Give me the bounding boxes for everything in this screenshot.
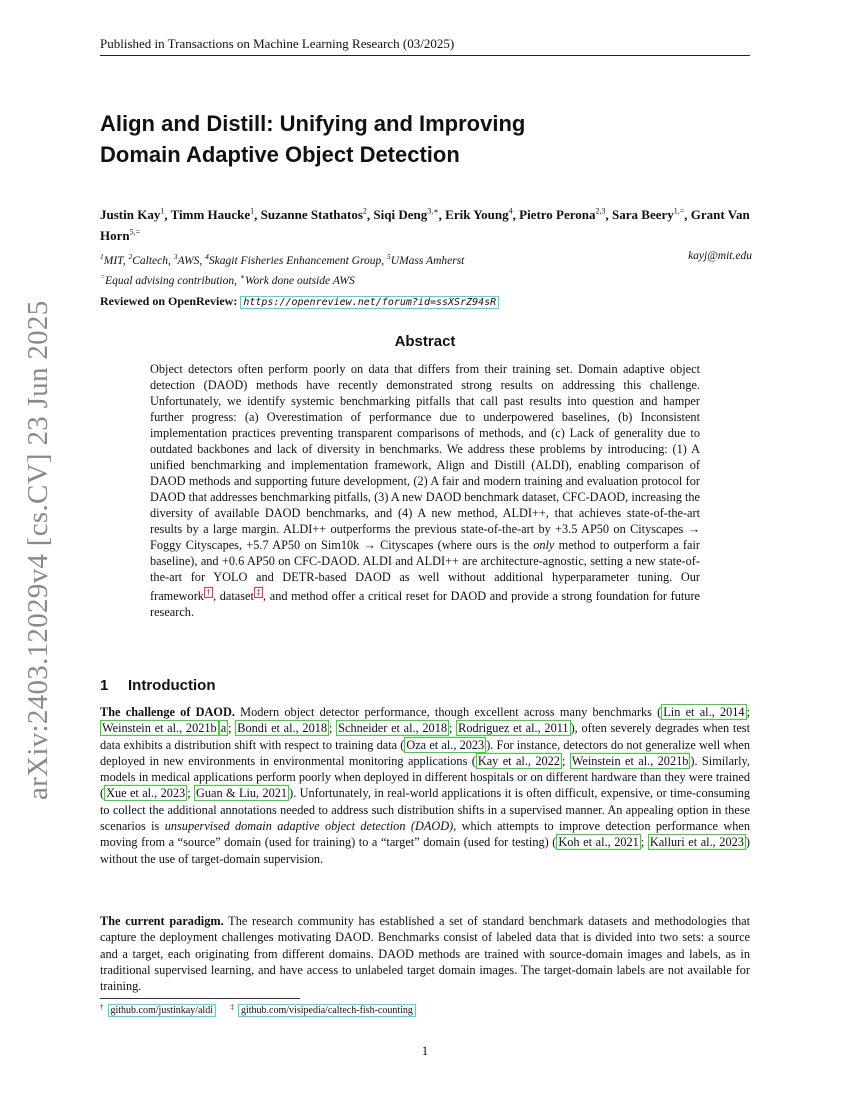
author: Justin Kay$^1$ [100, 207, 165, 223]
footnote-link-aldi[interactable]: github.com/justinkay/aldi [108, 1004, 217, 1017]
abstract-heading: Abstract [394, 333, 456, 350]
author: Pietro Perona$^{2,3}$ [519, 207, 606, 223]
footnotes: † github.com/justinkay/aldi ‡ github.com/visipedia/caltech-fish-counting [100, 1003, 428, 1016]
citation-link[interactable]: Guan & Liu, 2021 [196, 786, 288, 801]
author: Erik Young$^4$ [445, 207, 513, 223]
affiliations [100, 249, 752, 289]
openreview-line [100, 294, 499, 309]
contact-email[interactable]: kayj@mit.edu [688, 250, 752, 262]
affiliation-line-1: $^1$MIT, $^2$Caltech, $^3$AWS, $^4$Skagit Fisheries Enhancement Group, $^5$UMass Amherst kayj@mit.edu [100, 250, 752, 267]
journal-header: Published in Transactions on Machine Learning Research (03/2025) [100, 36, 750, 56]
citation-link[interactable]: Weinstein et al., 2021b [571, 753, 689, 768]
page-number: 1 [421, 1043, 429, 1058]
footnote-divider [100, 998, 300, 999]
citation-link[interactable]: a [220, 721, 227, 736]
affiliation-line-2: =Equal advising contribution, ∗Work done outside AWS [100, 271, 355, 287]
openreview-link[interactable]: https://openreview.net/forum?id=ssXSrZ94sR [240, 296, 499, 309]
author: Siqi Deng$^{3,∗}$ [373, 207, 439, 223]
section-heading-introduction: 1 Introduction [100, 677, 216, 694]
abstract-body: Object detectors often perform poorly on data that differs from their training set. Domain adaptive object detection (DAOD) methods have recently demonstrated strong results on addressing this challenge. Unfortunately, we identify systemic benchmarking pitfalls that call past results into question and hamper further progress: (a) Overestimation of performance due to underpowered baselines, (b) Inconsistent implementation practices preventing transparent comparisons of methods, and (c) Lack of generality due to outdated backbones and lack of diversity in benchmarks. We address these problems by introducing: (1) A unified benchmarking and implementation framework, Align and Distill (ALDI), enabling comparison of DAOD methods and supporting future development, (2) A fair and modern training and evaluation protocol for DAOD that addresses benchmarking pitfalls, (3) A new DAOD benchmark dataset, CFC-DAOD, increasing the diversity of available DAOD benchmarks, and (4) A new method, ALDI++, that achieves state-of-the-art results by a large margin. ALDI++ outperforms the previous state-of-the-art by +3.5 AP50 on Cityscapes → Foggy Cityscapes, +5.7 AP50 on Sim10k → Cityscapes (where ours is the only method to outperform a fair baseline), and +0.6 AP50 on CFC-DAOD. ALDI and ALDI++ are architecture-agnostic, setting a new state-of-the-art for YOLO and DETR-based DAOD as well without additional hyperparameter tuning. Our framework † , dataset ‡ , and method offer a critical reset for DAOD and provide a strong foundation for future research. [150, 362, 701, 620]
citation-link[interactable]: Kalluri et al., 2023 [649, 835, 744, 850]
footnote-link-fish-counting[interactable]: github.com/visipedia/caltech-fish-counting [238, 1004, 416, 1017]
intro-paragraph-1: The challenge of DAOD. Modern object detector performance, though excellent across many benchmarks ( Lin et al., 2014 ; Weinstein et al., 2021b a ; Bondi et al., 2018 ; Schneider et al., 2018 ; Rodriguez et al., 2011 ), often severely degrades when test data exhibits a distribution shift with respect to training data ( Oza et al., 2023 ). For instance, detectors do not generalize well when deployed in new environments in environmental monitoring applications ( Kay et al., 2022 ; Weinstein et al., 2021b ). Similarly, models in medical applications perform poorly when deployed in different hospitals or on different hardware than they were trained ( Xue et al., 2023 ; Guan & Liu, 2021 ). Unfortunately, in real-world applications it is often difficult, expensive, or time-consuming to collect the additional annotations needed to address such distribution shifts in a supervised manner. An appealing option in these scenarios is unsupervised domain adaptive object detection (DAOD), which attempts to improve detection performance when moving from a “source” domain (used for training) to a “target” domain (used for testing) ( Koh et al., 2021 ; Kalluri et al., 2023 ) without the use of target-domain supervision. [100, 705, 751, 866]
citation-link[interactable]: Schneider et al., 2018 [338, 721, 447, 736]
citation-link[interactable]: Lin et al., 2014 [663, 705, 745, 719]
footnote-ref-double-dagger[interactable]: ‡ [255, 588, 262, 597]
citation-link[interactable]: Xue et al., 2023 [106, 786, 186, 801]
title-line-1: Align and Distill: Unifying and Improving [100, 111, 526, 136]
openreview-label: Reviewed on OpenReview: [100, 294, 238, 308]
author: Grant Van Horn$^{5,=}$ [100, 207, 750, 243]
paper-title [100, 108, 700, 170]
citation-link[interactable]: Kay et al., 2022 [477, 753, 560, 768]
citation-link[interactable]: Rodriguez et al., 2011 [458, 721, 569, 736]
intro-paragraph-2: The current paradigm. The research community has established a set of standard benchmark datasets and methodologies that capture the deployment challenges motivating DAOD. Benchmarks consist of labeled data that is divided into two sets: a source and a target, each originating from different domains. DAOD methods are trained with source-domain images and labels, as in traditional supervised learning, and have access to unlabeled target domain images. The target-domain labels are not available for training. [100, 914, 750, 994]
citation-link[interactable]: Weinstein et al., 2021b [102, 721, 217, 736]
author: Timm Haucke$^1$ [170, 207, 255, 223]
citation-link[interactable]: Bondi et al., 2018 [237, 721, 328, 736]
author-list: Justin Kay$^1$, Timm Haucke$^1$, Suzanne Stathatos$^2$, Siqi Deng$^{3,∗}$, Erik Young$^4$, Pietro Perona$^{2,3}$, Sara Beery$^{1,=}$, Grant Van Horn$^{5,=}$ [100, 207, 750, 243]
title-line-2: Domain Adaptive Object Detection [100, 142, 460, 167]
arxiv-stamp: arXiv:2403.12029v4 [cs.CV] 23 Jun 2025 [22, 300, 54, 800]
citation-link[interactable]: Oza et al., 2023 [406, 737, 485, 752]
footnote-ref-dagger[interactable]: † [205, 588, 212, 597]
author: Suzanne Stathatos$^2$ [260, 207, 367, 223]
citation-link[interactable]: Koh et al., 2021 [558, 835, 639, 850]
author: Sara Beery$^{1,=}$ [612, 207, 685, 223]
